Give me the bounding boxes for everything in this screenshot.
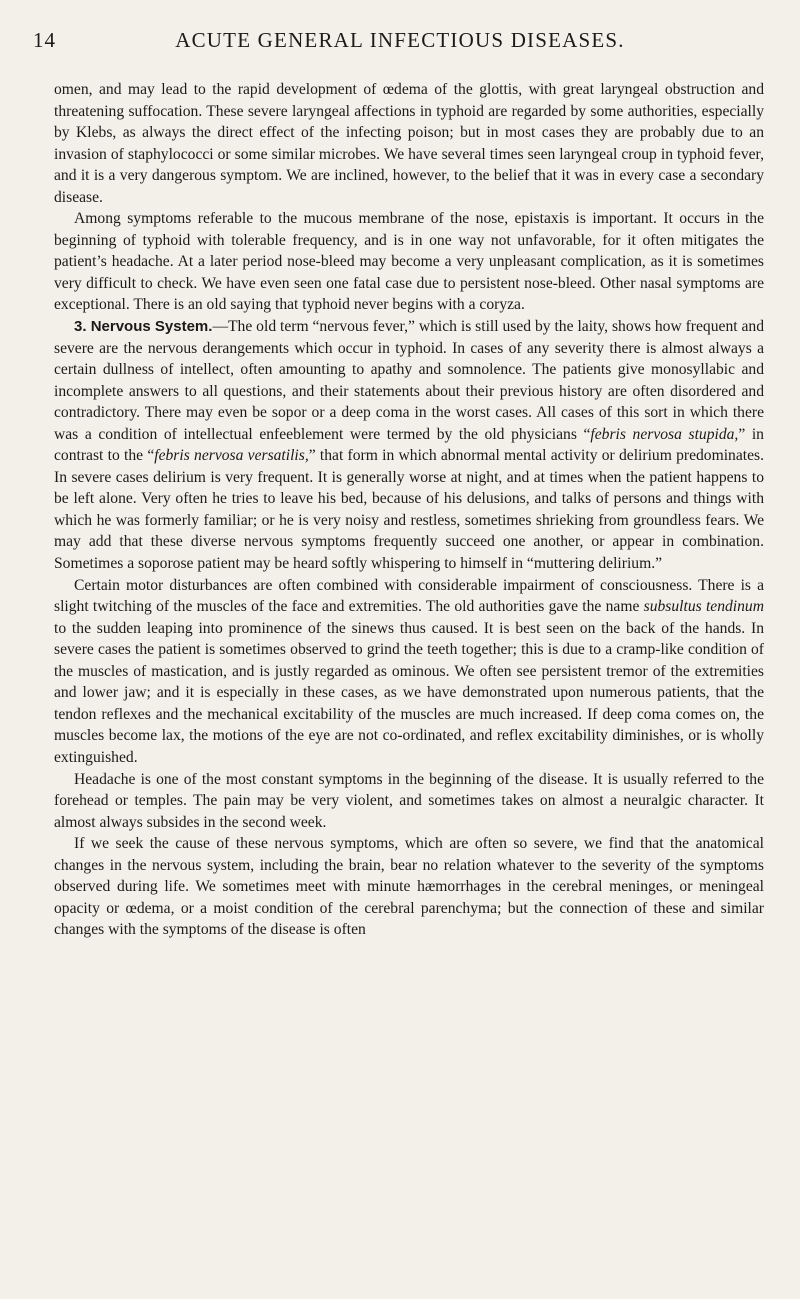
running-title: ACUTE GENERAL INFECTIOUS DISEASES.	[175, 28, 625, 52]
section-heading-nervous-system: 3. Nervous System.	[74, 318, 213, 336]
term-febris-nervosa-versatilis: febris nervosa versatilis,	[154, 447, 309, 465]
paragraph-anatomical-changes: If we seek the cause of these nervous symptoms, which are often so severe, we find that the anatomical changes in the nervous system, including the brain, bear no relation whatever to the severity of the symptoms observed during life. We sometimes meet with minute hæmorrhages in the cerebral meninges, or meningeal opacity or œdema, or a moist condition of the cerebral parenchyma; but the connection of these and similar changes with the symptoms of the disease is often	[54, 835, 764, 939]
term-febris-nervosa-stupida: febris nervosa stupida,	[590, 425, 739, 443]
page-header	[0, 28, 800, 58]
motor-text-2: to the sudden leaping into prominence of the sinews thus caused. It is best seen on the back of the hands. In severe cases the patient is sometimes observed to grind the teeth together; this is due to a cramp-like condition of the muscles of mastication, and is justly regarded as ominous. We often see persistent tremor of the extremities and lower jaw; and it is especially in these cases, as we have demonstrated upon numerous patients, that the tendon reflexes and the mechanical excitability of the muscles are much increased. If deep coma comes on, the muscles become lax, the motions of the eye are not co-ordinated, and reflex excitability diminishes, or is wholly extinguished.	[54, 619, 764, 766]
nervous-text-2: ” in contrast to the “	[54, 425, 764, 465]
paragraph-motor-disturbances	[54, 575, 764, 769]
paragraph-epistaxis: Among symptoms referable to the mucous membrane of the nose, epistaxis is important. It occurs in the beginning of typhoid with tolerable frequency, and is in one way not unfavorable, for it often mitigates the patient’s headache. At a later period nose-bleed may become a very unpleasant complication, as it is sometimes very difficult to check. We have even seen one fatal case due to persistent nose-bleed. Other nasal symptoms are exceptional. There is an old saying that typhoid never begins with a coryza.	[54, 210, 764, 314]
motor-text-1: Certain motor disturbances are often combined with considerable impairment of consciousness. There is a slight twitching of the muscles of the face and extremities. The old authorities gave the name	[54, 576, 764, 616]
page-number: 14	[33, 28, 56, 52]
term-subsultus-tendinum: subsultus tendinum	[643, 598, 764, 616]
body-text	[54, 79, 764, 941]
paragraph-laryngeal: omen, and may lead to the rapid development of œdema of the glottis, with great laryngeal obstruction and threatening suffocation. These severe laryngeal affections in typhoid are regarded by some authorities, especially by Klebs, as always the direct effect of the infecting poison; but in most cases they are probably due to an invasion of staphylococci or some similar microbes. We have several times seen laryngeal croup in typhoid fever, and it is a very dangerous symptom. We are inclined, however, to the belief that it was in every case a secondary disease.	[54, 81, 764, 206]
paragraph-nervous-system	[54, 316, 764, 575]
nervous-text-1: —The old term “nervous fever,” which is still used by the laity, shows how frequent and severe are the nervous derangements which occur in typhoid. In cases of any severity there is almost always a certain dullness of intellect, often amounting to apathy and somnolence. The patients give monosyllabic and incomplete answers to all questions, and their statements about their previous history are often disordered and contradictory. There may even be sopor or a deep coma in the worst cases. All cases of this sort in which there was a condition of intellectual enfeeblement were termed by the old physicians “	[54, 318, 764, 443]
nervous-text-3: ” that form in which abnormal mental activity or delirium predominates. In severe cases delirium is very frequent. It is generally worse at night, and at times when the patient happens to be left alone. Very often he tries to leave his bed, because of his delusions, and talks of persons and things with which he was formerly familiar; or he is very noisy and restless, sometimes shrieking from groundless fears. We may add that these diverse nervous symptoms frequently succeed one another, or appear in combination. Sometimes a soporose patient may be heard softly whispering to himself in “muttering delirium.”	[54, 447, 764, 573]
paragraph-headache: Headache is one of the most constant symptoms in the beginning of the disease. It is usually referred to the forehead or temples. The pain may be very violent, and sometimes takes on almost a neuralgic character. It almost always subsides in the second week.	[54, 770, 764, 831]
